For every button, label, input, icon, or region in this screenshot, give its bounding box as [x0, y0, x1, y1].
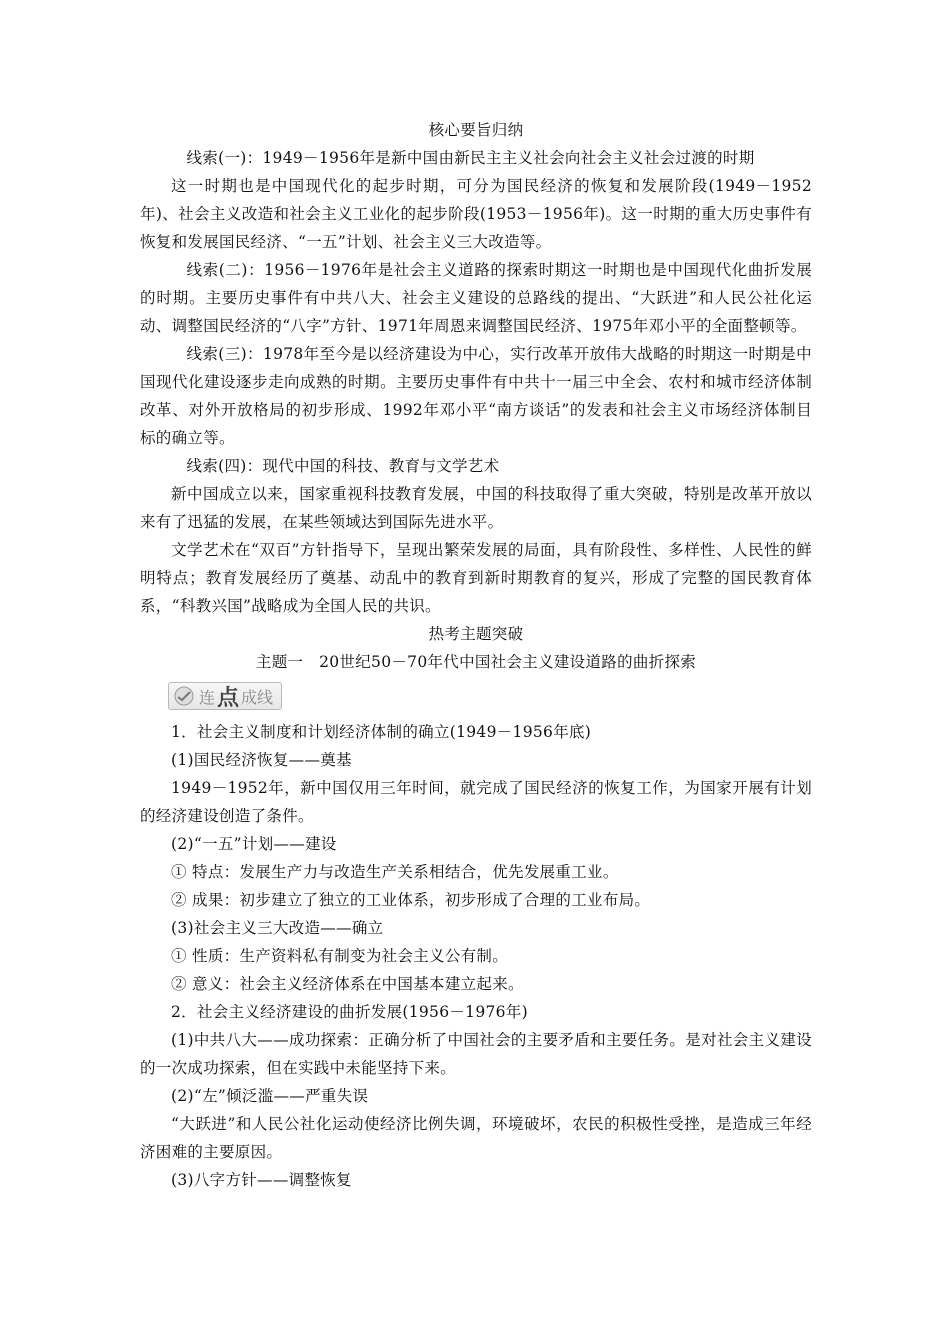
clue-1-title: 线索(一)：1949－1956年是新中国由新民主主义社会向社会主义社会过渡的时期: [186, 149, 755, 167]
section-2-2-body: “大跃进”和人民公社化运动使经济比例失调，环境破坏，农民的积极性受挫，是造成三年经济困难的主要原因。: [140, 1115, 812, 1161]
clue-1-body: 这一时期也是中国现代化的起步时期，可分为国民经济的恢复和发展阶段(1949－1952年)、社会主义改造和社会主义工业化的起步阶段(1953－1956年)。这一时期的重大历史事件有恢复和发展国民经济、“一五”计划、社会主义三大改造等。: [140, 177, 812, 251]
section-heading-hot-topics: 热考主题突破: [428, 625, 524, 643]
section-1-2: (2)“一五”计划——建设: [171, 835, 337, 853]
badge-text-right: 成线: [241, 687, 274, 707]
section-heading-core: 核心要旨归纳: [428, 121, 524, 139]
clue-4-paragraph-2: 文学艺术在“双百”方针指导下，呈现出繁荣发展的局面，具有阶段性、多样性、人民性的鲜明特点；教育发展经历了奠基、动乱中的教育到新时期教育的复兴，形成了完整的国民教育体系，“科教兴国”战略成为全国人民的共识。: [140, 541, 812, 615]
section-1-1-body: 1949－1952年，新中国仅用三年时间，就完成了国民经济的恢复工作，为国家开展有计划的经济建设创造了条件。: [140, 779, 812, 825]
section-1-2-b: ② 成果：初步建立了独立的工业体系，初步形成了合理的工业布局。: [171, 891, 651, 909]
section-2-1: (1)中共八大——成功探索：正确分析了中国社会的主要矛盾和主要任务。是对社会主义建设的一次成功探索，但在实践中未能坚持下来。: [140, 1031, 812, 1077]
badge-text-dot: 点: [217, 684, 240, 711]
section-2-title: 2．社会主义经济建设的曲折发展(1956－1976年): [171, 1003, 528, 1021]
clue-2: 线索(二)：1956－1976年是社会主义道路的探索时期这一时期也是中国现代化曲折发展的时期。主要历史事件有中共八大、社会主义建设的总路线的提出、“大跃进”和人民公社化运动、调整国民经济的“八字”方针、1971年周恩来调整国民经济、1975年邓小平的全面整顿等。: [140, 261, 812, 335]
section-1-title: 1．社会主义制度和计划经济体制的确立(1949－1956年底): [171, 723, 592, 741]
connect-dots-badge: [168, 682, 282, 710]
section-2-2: (2)“左”倾泛滥——严重失误: [171, 1087, 369, 1105]
section-1-3: (3)社会主义三大改造——确立: [171, 919, 384, 937]
clue-4-paragraph-1: 新中国成立以来，国家重视科技教育发展，中国的科技取得了重大突破，特别是改革开放以来有了迅猛的发展，在某些领域达到国际先进水平。: [140, 485, 812, 531]
section-1-1: (1)国民经济恢复——奠基: [171, 751, 352, 769]
section-1-3-b: ② 意义：社会主义经济体系在中国基本建立起来。: [171, 975, 524, 993]
clue-4-title: 线索(四)：现代中国的科技、教育与文学艺术: [186, 457, 500, 475]
section-1-2-a: ① 特点：发展生产力与改造生产关系相结合，优先发展重工业。: [171, 863, 619, 881]
check-swirl-icon: [173, 686, 195, 706]
section-1-3-a: ① 性质：生产资料私有制变为社会主义公有制。: [171, 947, 509, 965]
topic-1-title: 主题一 20世纪50－70年代中国社会主义建设道路的曲折探索: [255, 653, 697, 671]
section-2-3: (3)八字方针——调整恢复: [171, 1171, 352, 1189]
clue-3: 线索(三)：1978年至今是以经济建设为中心，实行改革开放伟大战略的时期这一时期是中国现代化建设逐步走向成熟的时期。主要历史事件有中共十一届三中全会、农村和城市经济体制改革、对外开放格局的初步形成、1992年邓小平“南方谈话”的发表和社会主义市场经济体制目标的确立等。: [140, 345, 812, 447]
badge-text-left: 连: [199, 687, 216, 707]
document-page: [140, 116, 812, 1194]
